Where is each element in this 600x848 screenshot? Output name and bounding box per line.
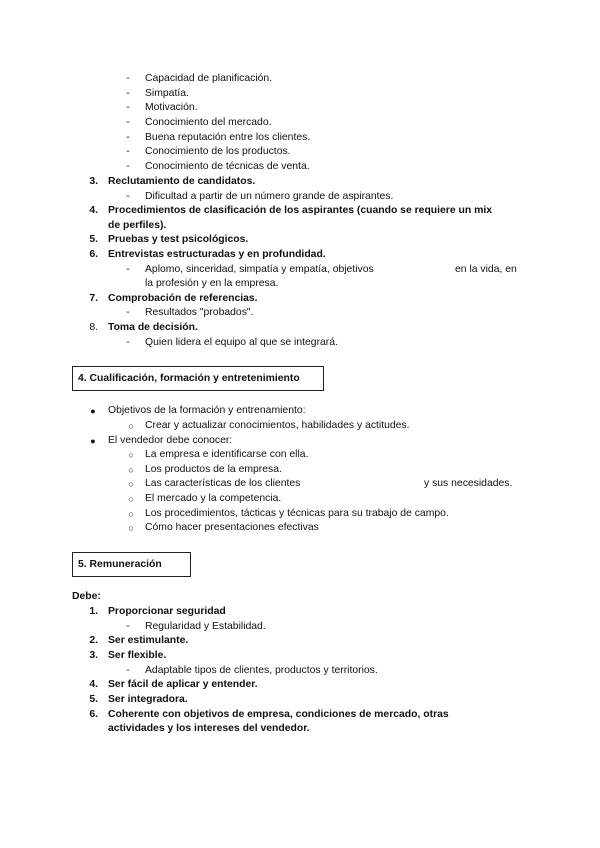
list-item: Buena reputación entre los clientes.: [145, 132, 311, 143]
list-item: Motivación.: [145, 102, 198, 113]
step-title: Entrevistas estructuradas y en profundidad.: [108, 249, 326, 260]
circle-marker: ○: [128, 523, 134, 533]
list-item: Resultados "probados".: [145, 307, 254, 318]
circle-marker: ○: [128, 494, 134, 504]
step-number: 3.: [89, 176, 98, 187]
list-item: Conocimiento de técnicas de venta.: [145, 161, 310, 172]
item-title: Coherente con objetivos de empresa, condiciones de mercado, otras: [108, 709, 449, 720]
step-title: Pruebas y test psicológicos.: [108, 234, 249, 245]
item-title-continued: actividades y los intereses del vendedor.: [108, 723, 310, 734]
dash-marker: -: [126, 73, 130, 84]
dash-marker: -: [126, 117, 130, 128]
item-title: Ser fácil de aplicar y entender.: [108, 679, 258, 690]
section-heading-box: [72, 552, 191, 577]
sub-bullet-item-continued: y sus necesidades.: [424, 478, 513, 489]
list-item: Adaptable tipos de clientes, productos y territorios.: [145, 665, 378, 676]
dash-marker: -: [126, 161, 130, 172]
step-title-continued: de perfiles).: [108, 220, 167, 231]
list-item: Simpatía.: [145, 88, 189, 99]
step-number: 7.: [89, 293, 98, 304]
section-heading: 4. Cualificación, formación y entretenimiento: [78, 373, 300, 384]
step-number: 8.: [89, 322, 98, 333]
list-item: Aplomo, sinceridad, simpatía y empatía, objetivos: [145, 264, 374, 275]
sub-bullet-item: Crear y actualizar conocimientos, habilidades y actitudes.: [145, 420, 410, 431]
sub-bullet-item: Los productos de la empresa.: [145, 464, 282, 475]
list-item: Conocimiento del mercado.: [145, 117, 272, 128]
circle-marker: ○: [128, 421, 134, 431]
item-number: 5.: [89, 694, 98, 705]
step-title: Comprobación de referencias.: [108, 293, 258, 304]
dash-marker: -: [126, 264, 130, 275]
dash-marker: -: [126, 88, 130, 99]
list-item-continued: la profesión y en la empresa.: [145, 278, 279, 289]
sub-bullet-item: La empresa e identificarse con ella.: [145, 449, 309, 460]
dash-marker: -: [126, 307, 130, 318]
section-intro: Debe:: [72, 591, 101, 602]
bullet-marker: ●: [90, 436, 96, 446]
dash-marker: -: [126, 191, 130, 202]
bullet-marker: ●: [90, 406, 96, 416]
sub-bullet-item: Las características de los clientes: [145, 478, 301, 489]
sub-bullet-item: El mercado y la competencia.: [145, 493, 282, 504]
list-item: Regularidad y Estabilidad.: [145, 621, 266, 632]
list-item: Capacidad de planificación.: [145, 73, 273, 84]
item-number: 3.: [89, 650, 98, 661]
bullet-item: El vendedor debe conocer:: [108, 435, 233, 446]
list-item: Dificultad a partir de un número grande de aspirantes.: [145, 191, 394, 202]
item-number: 1.: [89, 606, 98, 617]
dash-marker: -: [126, 146, 130, 157]
circle-marker: ○: [128, 450, 134, 460]
step-number: 4.: [89, 205, 98, 216]
item-number: 4.: [89, 679, 98, 690]
list-item-continued: en la vida, en: [455, 264, 517, 275]
item-title: Ser flexible.: [108, 650, 167, 661]
dash-marker: -: [126, 665, 130, 676]
list-item: Conocimiento de los productos.: [145, 146, 291, 157]
circle-marker: ○: [128, 509, 134, 519]
circle-marker: ○: [128, 479, 134, 489]
step-number: 5.: [89, 234, 98, 245]
sub-bullet-item: Cómo hacer presentaciones efectivas: [145, 522, 319, 533]
list-item: Quien lidera el equipo al que se integrará.: [145, 337, 338, 348]
dash-marker: -: [126, 132, 130, 143]
item-title: Ser integradora.: [108, 694, 188, 705]
dash-marker: -: [126, 337, 130, 348]
section-heading: 5. Remuneración: [78, 559, 162, 570]
item-number: 6.: [89, 709, 98, 720]
item-number: 2.: [89, 635, 98, 646]
step-title: Toma de decisión.: [108, 322, 198, 333]
dash-marker: -: [126, 621, 130, 632]
item-title: Ser estimulante.: [108, 635, 189, 646]
sub-bullet-item: Los procedimientos, tácticas y técnicas para su trabajo de campo.: [145, 508, 449, 519]
step-title: Reclutamiento de candidatos.: [108, 176, 256, 187]
item-title: Proporcionar seguridad: [108, 606, 226, 617]
dash-marker: -: [126, 102, 130, 113]
bullet-item: Objetivos de la formación y entrenamiento:: [108, 405, 306, 416]
section-heading-box: [72, 366, 324, 391]
circle-marker: ○: [128, 465, 134, 475]
step-number: 6.: [89, 249, 98, 260]
step-title: Procedimientos de clasificación de los aspirantes (cuando se requiere un mix: [108, 205, 493, 216]
